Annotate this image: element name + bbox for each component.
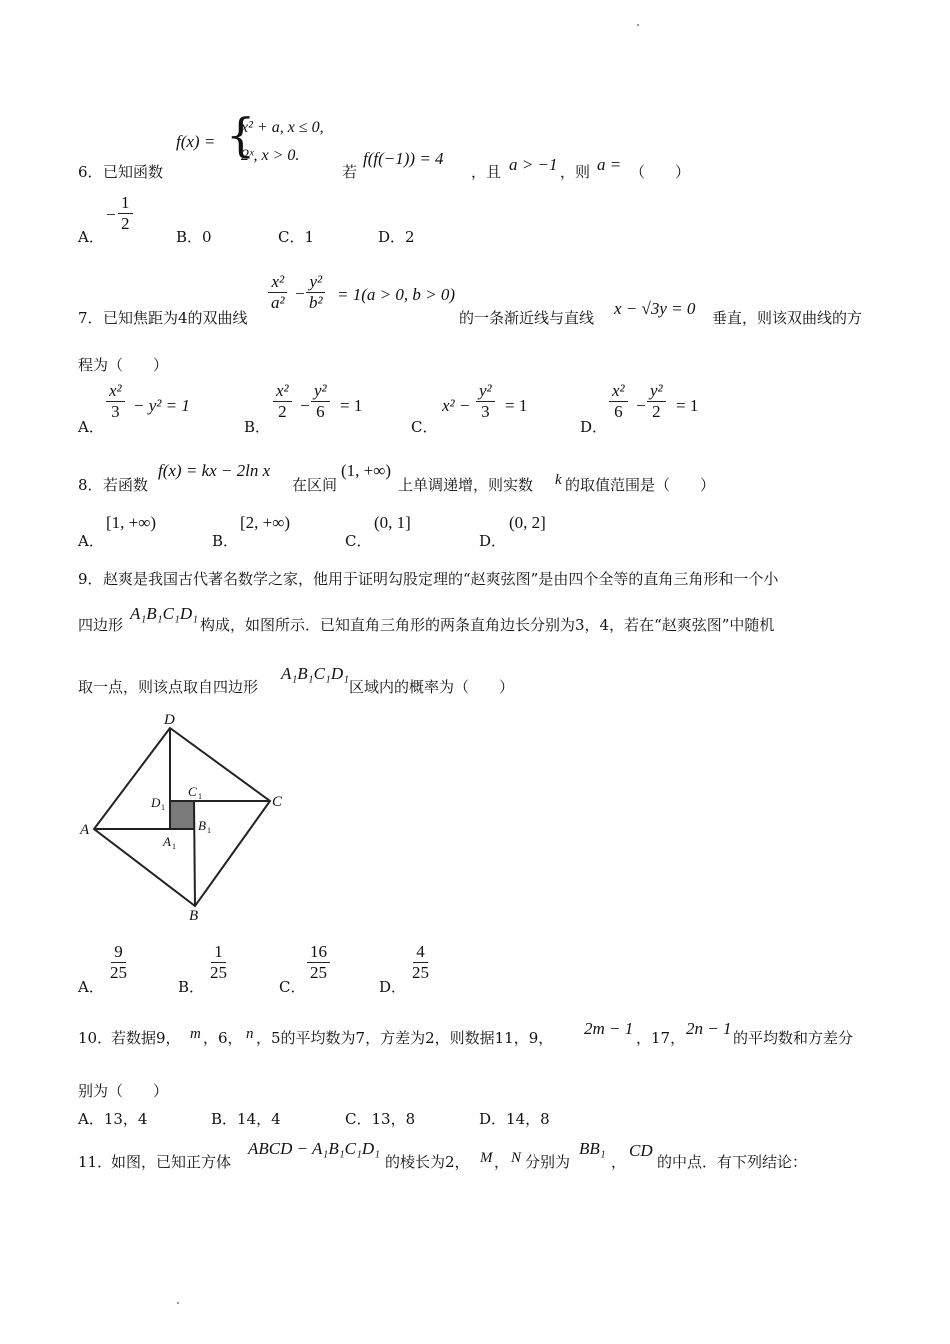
q7-a-frac bbox=[106, 381, 125, 421]
q10-expr-1: 2m − 1 bbox=[584, 1019, 634, 1038]
fraction-numerator: y² bbox=[306, 272, 325, 293]
fraction-denominator: 2 bbox=[652, 401, 661, 421]
q10-expr-2: 2n − 1 bbox=[686, 1019, 732, 1038]
q6-ruo: 若 bbox=[342, 163, 358, 181]
q11-b: 的棱长为2， bbox=[385, 1153, 470, 1171]
q10-option-a[interactable] bbox=[78, 1108, 147, 1129]
q9-line-2b: 构成，如图所示．已知直角三角形的两条直角边长分别为3，4，若在“赵爽弦图”中随机 bbox=[200, 616, 775, 634]
q7-stem-a: 已知焦距为4的双曲线 bbox=[103, 309, 248, 327]
option-label: B． bbox=[244, 418, 271, 436]
q8-option-b-value: [2, +∞) bbox=[240, 513, 291, 532]
fraction-numerator: x² bbox=[106, 381, 125, 402]
q9-line-3b: 区域内的概率为（ ） bbox=[349, 678, 515, 696]
q6-ze: ，则 bbox=[560, 163, 591, 181]
option-label: A． bbox=[78, 978, 104, 996]
q9-line-1: 赵爽是我国古代著名数学之家，他用于证明勾股定理的“赵爽弦图”是由四个全等的直角三角形和一个小 bbox=[103, 570, 779, 588]
label-B1: B bbox=[198, 818, 206, 833]
label-A: A bbox=[80, 822, 90, 838]
q11-a: 如图，已知正方体 bbox=[111, 1153, 232, 1171]
q10-number: 10． bbox=[78, 1029, 113, 1047]
q9-option-c[interactable] bbox=[279, 976, 305, 997]
q9-number: 9． bbox=[78, 570, 103, 588]
q8-option-c-value: (0, 1] bbox=[374, 513, 411, 532]
label-D1-sub: 1 bbox=[161, 803, 165, 812]
q7-c-expr: = 1 bbox=[505, 396, 528, 415]
label-D1: D bbox=[151, 795, 161, 810]
q7-d-frac-1 bbox=[609, 381, 628, 421]
q11-d: ， bbox=[611, 1153, 627, 1171]
option-label: A． bbox=[78, 1110, 104, 1128]
fraction-denominator: 25 bbox=[310, 962, 327, 982]
fraction-numerator: x² bbox=[268, 272, 287, 293]
q8-option-d-value: (0, 2] bbox=[509, 513, 546, 532]
q7-b-minus: − bbox=[300, 396, 310, 415]
label-C: C bbox=[272, 794, 283, 810]
option-value: 14，4 bbox=[237, 1110, 281, 1128]
q8-option-d[interactable] bbox=[479, 530, 506, 551]
q11-cd: CD bbox=[629, 1141, 653, 1160]
q7-b-frac-1 bbox=[273, 381, 292, 421]
fraction-numerator: y² bbox=[476, 381, 495, 402]
option-value: 0 bbox=[202, 228, 212, 246]
option-label: D． bbox=[479, 532, 507, 550]
fraction-denominator: 6 bbox=[316, 401, 325, 421]
q8-number: 8． bbox=[78, 476, 103, 494]
q10-option-d[interactable] bbox=[479, 1108, 550, 1129]
option-label: B． bbox=[211, 1110, 238, 1128]
q9-option-b-frac bbox=[207, 942, 230, 982]
option-label: C． bbox=[279, 978, 306, 996]
q6-brace: { bbox=[226, 108, 256, 162]
q8-stem-d: 的取值范围是（ ） bbox=[565, 476, 716, 494]
option-label: D． bbox=[479, 1110, 507, 1128]
option-label: D． bbox=[580, 418, 608, 436]
q7-b-expr: = 1 bbox=[340, 396, 363, 415]
q9-option-b[interactable] bbox=[178, 976, 204, 997]
q7-minus: − bbox=[295, 284, 305, 303]
q8-option-a-value: [1, +∞) bbox=[106, 513, 157, 532]
q7-d-frac-2 bbox=[647, 381, 666, 421]
fraction-denominator: a² bbox=[271, 292, 285, 312]
label-A1-sub: 1 bbox=[172, 842, 176, 851]
option-label: B． bbox=[178, 978, 205, 996]
q10-n: n bbox=[246, 1026, 254, 1042]
option-label: C． bbox=[345, 1110, 372, 1128]
q11-comma: ， bbox=[494, 1153, 510, 1171]
q7-option-c[interactable] bbox=[411, 416, 437, 437]
fraction-denominator: 2 bbox=[278, 401, 287, 421]
q11-M: M bbox=[480, 1150, 493, 1166]
q9-line-3a: 取一点，则该点取自四边形 bbox=[78, 678, 259, 696]
fraction-numerator: 4 bbox=[413, 942, 428, 963]
q10-m: m bbox=[190, 1026, 201, 1042]
label-B1-sub: 1 bbox=[207, 826, 211, 835]
fraction-denominator: 3 bbox=[481, 401, 490, 421]
q7-c-frac bbox=[476, 381, 495, 421]
label-B: B bbox=[189, 908, 199, 924]
q6-condition-2: a > −1 bbox=[509, 155, 558, 174]
q6-option-c[interactable] bbox=[278, 226, 314, 247]
q8-stem-b: 在区间 bbox=[292, 476, 338, 494]
q6-option-a[interactable] bbox=[78, 226, 104, 247]
option-value: 13，4 bbox=[103, 1110, 148, 1128]
q9-quad: A₁B₁C₁D₁ bbox=[130, 604, 199, 623]
option-label: C． bbox=[411, 418, 438, 436]
q7-line: x − √3y = 0 bbox=[614, 299, 696, 318]
fraction-numerator: 1 bbox=[211, 942, 226, 963]
q6-option-d[interactable] bbox=[378, 226, 415, 247]
fraction-denominator: 2 bbox=[121, 213, 130, 233]
page-dot bbox=[637, 24, 639, 26]
q9-option-d-frac bbox=[409, 942, 432, 982]
fraction-numerator: 16 bbox=[307, 942, 330, 963]
q7-frac-x bbox=[268, 272, 288, 312]
q10-line-1c: 的平均数和方差分 bbox=[733, 1029, 854, 1047]
q6-ask: a = bbox=[597, 155, 622, 174]
q7-stem-b: 的一条渐近线与直线 bbox=[459, 309, 595, 327]
q7-d-minus: − bbox=[636, 396, 646, 415]
q8-option-b[interactable] bbox=[212, 530, 238, 551]
option-value: 1 bbox=[304, 228, 315, 246]
zhao-shuang-figure bbox=[74, 708, 304, 926]
q9-option-c-frac bbox=[307, 942, 330, 982]
option-value: 14，8 bbox=[506, 1110, 550, 1128]
q7-number: 7． bbox=[78, 309, 103, 327]
fraction-numerator: y² bbox=[311, 381, 330, 402]
label-D: D bbox=[164, 712, 175, 728]
option-label: A． bbox=[78, 418, 104, 436]
q6-option-b[interactable] bbox=[176, 226, 212, 247]
label-C1: C bbox=[188, 784, 197, 799]
q7-frac-y bbox=[306, 272, 326, 312]
q8-var-k: k bbox=[555, 472, 562, 488]
q6-option-a-sign: − bbox=[106, 205, 116, 224]
page-dot bbox=[177, 1302, 179, 1304]
q8-stem-a: 若函数 bbox=[103, 476, 149, 494]
q7-equation-rhs: = 1(a > 0, b > 0) bbox=[337, 285, 455, 304]
label-A1: A bbox=[163, 834, 171, 849]
q9-option-a[interactable] bbox=[78, 976, 104, 997]
option-value: 13，8 bbox=[371, 1110, 416, 1128]
q6-paren: （ ） bbox=[630, 163, 691, 181]
q10-c1: ，6， bbox=[203, 1029, 243, 1047]
inner-square-a1b1c1d1 bbox=[170, 801, 194, 829]
q11-number: 11． bbox=[78, 1153, 113, 1171]
q7-d-expr: = 1 bbox=[676, 396, 699, 415]
fraction-numerator: y² bbox=[647, 381, 666, 402]
fraction-numerator: 9 bbox=[111, 942, 126, 963]
option-value: 2 bbox=[405, 228, 415, 246]
q6-option-a-fraction bbox=[118, 193, 133, 233]
q9-option-a-frac bbox=[107, 942, 130, 982]
q8-interval: (1, +∞) bbox=[341, 461, 392, 480]
q10-line-1a: 若数据9， bbox=[111, 1029, 181, 1047]
option-label: D． bbox=[379, 978, 407, 996]
q9-quad-2: A₁B₁C₁D₁ bbox=[281, 664, 350, 683]
q6-piece-1: x² + a, x ≤ 0, bbox=[241, 119, 324, 136]
q6-function-lhs: f(x) = bbox=[176, 132, 216, 151]
q6-stem: 已知函数 bbox=[103, 163, 164, 181]
fraction-denominator: 6 bbox=[614, 401, 623, 421]
q7-option-d[interactable] bbox=[580, 416, 607, 437]
fraction-denominator: 25 bbox=[412, 962, 429, 982]
q11-N: N bbox=[511, 1150, 522, 1166]
q9-option-d[interactable] bbox=[379, 976, 406, 997]
q8-option-c[interactable] bbox=[345, 530, 371, 551]
option-label: C． bbox=[278, 228, 305, 246]
q7-stem-c: 垂直，则该双曲线的方 bbox=[712, 309, 863, 327]
q11-e: 的中点．有下列结论： bbox=[657, 1153, 808, 1171]
q11-bb1: BB₁ bbox=[579, 1139, 606, 1158]
q8-option-a[interactable] bbox=[78, 530, 104, 551]
label-C1-sub: 1 bbox=[198, 792, 202, 801]
q8-function: f(x) = kx − 2ln x bbox=[158, 461, 271, 480]
option-label: B． bbox=[212, 532, 239, 550]
option-label: C． bbox=[345, 532, 372, 550]
q7-stem-d: 程为（ ） bbox=[78, 356, 169, 374]
q9-line-2a: 四边形 bbox=[78, 616, 124, 634]
q10-line-1b: ，5的平均数为7，方差为2，则数据11，9， bbox=[256, 1029, 554, 1047]
q6-number: 6． bbox=[78, 163, 103, 181]
option-label: B． bbox=[176, 228, 203, 246]
q7-a-expr: − y² = 1 bbox=[133, 396, 190, 415]
option-label: D． bbox=[378, 228, 406, 246]
q11-c: 分别为 bbox=[525, 1153, 571, 1171]
q10-option-b[interactable] bbox=[211, 1108, 281, 1129]
fraction-denominator: b² bbox=[309, 292, 323, 312]
q11-cube: ABCD − A₁B₁C₁D₁ bbox=[248, 1139, 381, 1158]
option-label: A． bbox=[78, 228, 104, 246]
fraction-numerator: x² bbox=[609, 381, 628, 402]
fraction-denominator: 25 bbox=[210, 962, 227, 982]
q10-line-2: 别为（ ） bbox=[78, 1082, 169, 1100]
q6-piece-2: 2ˣ, x > 0. bbox=[241, 147, 300, 164]
q7-c-pre: x² − bbox=[442, 396, 471, 415]
fraction-numerator: x² bbox=[273, 381, 292, 402]
q7-option-b[interactable] bbox=[244, 416, 270, 437]
q10-option-c[interactable] bbox=[345, 1108, 415, 1129]
fraction-denominator: 3 bbox=[111, 401, 120, 421]
q6-qie: ，且 bbox=[471, 163, 502, 181]
leg-b bbox=[194, 801, 195, 906]
q6-condition: f(f(−1)) = 4 bbox=[363, 149, 444, 168]
fraction-numerator: 1 bbox=[118, 193, 133, 214]
option-label: A． bbox=[78, 532, 104, 550]
fraction-denominator: 25 bbox=[110, 962, 127, 982]
q10-c2: ，17， bbox=[636, 1029, 686, 1047]
q8-stem-c: 上单调递增，则实数 bbox=[398, 476, 534, 494]
q7-b-frac-2 bbox=[311, 381, 330, 421]
q7-option-a[interactable] bbox=[78, 416, 104, 437]
